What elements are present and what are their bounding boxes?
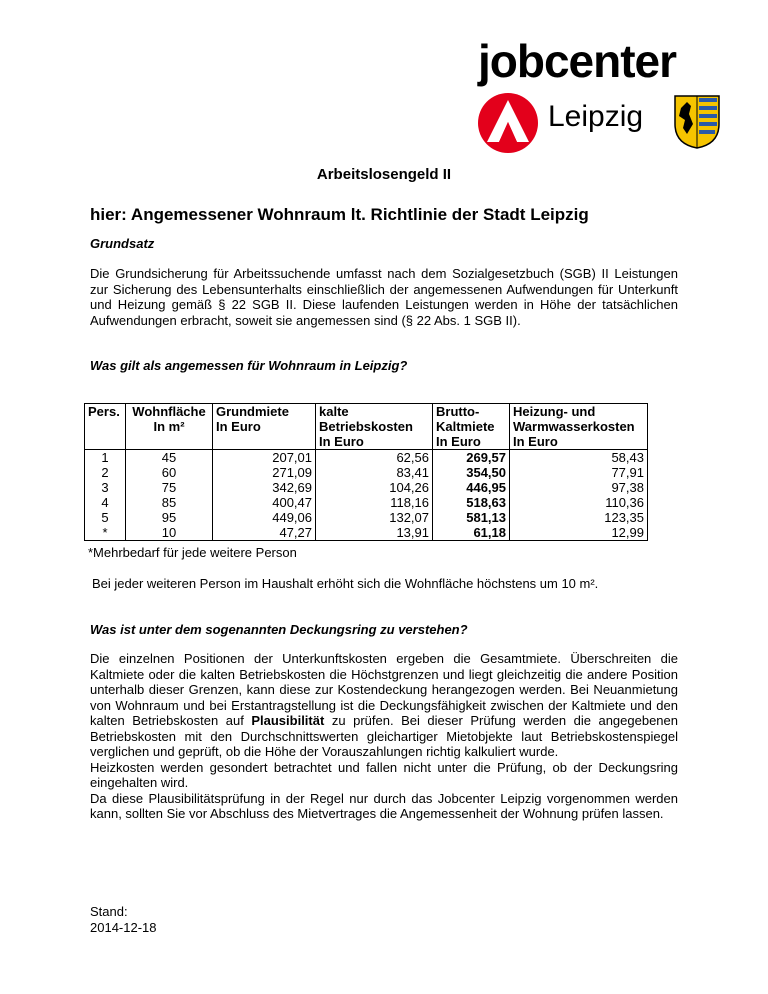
deckungsring-paragraph-2: Heizkosten werden gesondert betrachtet und fallen nicht unter die Prüfung, ob der Deckungsring eingehalten wird. xyxy=(90,759,678,790)
page-subtitle: hier: Angemessener Wohnraum lt. Richtlinie der Stadt Leipzig xyxy=(90,205,589,224)
table-row xyxy=(85,495,648,510)
table-cell: 269,57 xyxy=(433,450,510,466)
table-cell: 85 xyxy=(126,495,213,510)
table-cell: 518,63 xyxy=(433,495,510,510)
header-text: kalte xyxy=(319,404,349,419)
section-deckungsring-heading: Was ist unter dem sogenannten Deckungsring zu verstehen? xyxy=(90,622,468,637)
header-text: Warmwasserkosten xyxy=(513,419,635,434)
additional-person-note: Bei jeder weiteren Person im Haushalt erhöht sich die Wohnfläche höchstens um 10 m². xyxy=(92,576,599,591)
header-text: Wohnfläche xyxy=(132,404,206,419)
page-title: Arbeitslosengeld II xyxy=(316,166,452,183)
header-betriebskosten xyxy=(316,404,433,450)
header-text: Kaltmiete xyxy=(436,419,495,434)
header-text: Pers. xyxy=(88,404,120,419)
table-cell: 4 xyxy=(85,495,126,510)
table-cell: 60 xyxy=(126,465,213,480)
table-row xyxy=(85,480,648,495)
table-cell: 110,36 xyxy=(510,495,648,510)
table-cell: 400,47 xyxy=(213,495,316,510)
section-angemessen-heading: Was gilt als angemessen für Wohnraum in Leipzig? xyxy=(90,358,408,373)
table-cell: 354,50 xyxy=(433,465,510,480)
header-text: In Euro xyxy=(436,434,481,449)
jobcenter-emblem-icon xyxy=(477,92,539,154)
table-footnote: *Mehrbedarf für jede weitere Person xyxy=(88,545,297,560)
table-cell: 207,01 xyxy=(213,450,316,466)
table-cell: 5 xyxy=(85,510,126,525)
plausibility-bold: Plausibilität xyxy=(251,713,325,728)
table-cell: 77,91 xyxy=(510,465,648,480)
header-wohnflaeche xyxy=(126,404,213,450)
text-run: zu prüfen. Bei dieser Prüfung werden die angegebenen Betriebskosten mit den Durchschnittswerten gleichartiger Mietobjekte laut Betriebskostenspiegel verglichen und geprüft, ob die Höhe der Vorauszahlungen richtig kalkuliert wurde. xyxy=(90,713,678,759)
text-run: Die einzelnen Positionen der Unterkunftskosten ergeben die Gesamtmiete. Überschreiten die Kaltmiete oder die kalten Betriebskosten die Höchstgrenzen und liegt gleichzeitig die andere Position unterhalb dieser Grenzen, kann diese zur Kostendeckung herangezogen werden. Bei Neuanmietung von Wohnraum und bei Erstantragstellung ist die Deckungsfähigkeit zwischen der Kaltmiete und den kalten Betriebskosten auf xyxy=(90,651,678,728)
table-cell: 3 xyxy=(85,480,126,495)
section-deckungsring-text xyxy=(90,651,678,822)
table-header-row xyxy=(85,404,648,450)
table-row xyxy=(85,510,648,525)
deckungsring-paragraph-3: Da diese Plausibilitätsprüfung in der Regel nur durch das Jobcenter Leipzig vorgenommen werden kann, sollten Sie vor Abschluss des Mietvertrages die Angemessenheit der Wohnung prüfen lassen. xyxy=(90,790,678,821)
table-cell: 342,69 xyxy=(213,480,316,495)
table-cell: * xyxy=(85,525,126,541)
table-cell: 118,16 xyxy=(316,495,433,510)
table-cell: 45 xyxy=(126,450,213,466)
table-cell: 1 xyxy=(85,450,126,466)
table-cell: 95 xyxy=(126,510,213,525)
grundsatz-paragraph: Die Grundsicherung für Arbeitssuchende umfasst nach dem Sozialgesetzbuch (SGB) II Leistungen zur Sicherung des Lebensunterhalts einschließlich der angemessenen Aufwendungen für Unterkunft und Heizung gemäß § 22 SGB II. Diese laufenden Leistungen werden in Höhe der tatsächlichen Aufwendungen erbracht, soweit sie angemessen sind (§ 22 Abs. 1 SGB II). xyxy=(90,266,678,328)
table-cell: 47,27 xyxy=(213,525,316,541)
table-cell: 97,38 xyxy=(510,480,648,495)
section-grundsatz-text xyxy=(90,266,678,328)
table-cell: 58,43 xyxy=(510,450,648,466)
header-text: Brutto- xyxy=(436,404,480,419)
table-cell: 581,13 xyxy=(433,510,510,525)
table-cell: 62,56 xyxy=(316,450,433,466)
header-text: In m² xyxy=(153,419,185,434)
header-text: Betriebskosten xyxy=(319,419,413,434)
header-grundmiete xyxy=(213,404,316,450)
logo-city-text: Leipzig xyxy=(548,100,644,133)
table-cell: 13,91 xyxy=(316,525,433,541)
footer-date: 2014-12-18 xyxy=(90,919,157,935)
table-cell: 104,26 xyxy=(316,480,433,495)
table-cell: 123,35 xyxy=(510,510,648,525)
header-text: In Euro xyxy=(513,434,558,449)
table-cell: 83,41 xyxy=(316,465,433,480)
deckungsring-paragraph-1 xyxy=(90,651,678,760)
table-cell: 12,99 xyxy=(510,525,648,541)
header-text: In Euro xyxy=(216,419,261,434)
jobcenter-logo-text: jobcenter xyxy=(478,35,677,87)
table-cell: 132,07 xyxy=(316,510,433,525)
header-heizung xyxy=(510,404,648,450)
table-row xyxy=(85,450,648,466)
table-cell: 449,06 xyxy=(213,510,316,525)
footer-stand xyxy=(90,904,157,935)
footer-label: Stand: xyxy=(90,904,128,919)
header-pers xyxy=(85,404,126,450)
header-text: Grundmiete xyxy=(216,404,289,419)
leipzig-coat-of-arms-icon xyxy=(673,94,721,150)
table-cell: 10 xyxy=(126,525,213,541)
table-cell: 61,18 xyxy=(433,525,510,541)
header-bruttokaltmiete xyxy=(433,404,510,450)
table-cell: 446,95 xyxy=(433,480,510,495)
table-row xyxy=(85,465,648,480)
table-cell: 271,09 xyxy=(213,465,316,480)
header-text: Heizung- und xyxy=(513,404,596,419)
table-row xyxy=(85,525,648,541)
rent-limits-table xyxy=(84,403,648,541)
header-text: In Euro xyxy=(319,434,364,449)
table-cell: 2 xyxy=(85,465,126,480)
table-cell: 75 xyxy=(126,480,213,495)
section-grundsatz-heading: Grundsatz xyxy=(90,236,155,251)
